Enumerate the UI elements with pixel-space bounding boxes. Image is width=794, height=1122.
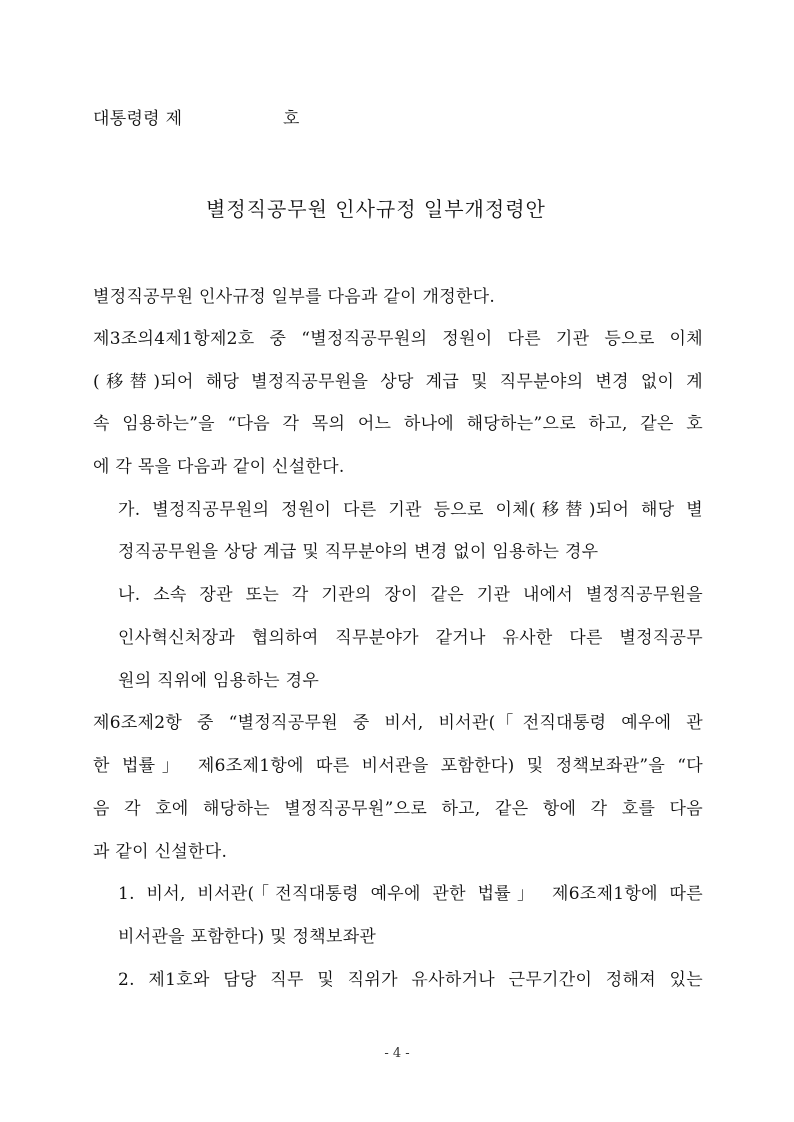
document-title: 별정직공무원 인사규정 일부개정령안	[206, 197, 546, 221]
paragraph-line: 한 법률」 제6조제1항에 따른 비서관을 포함한다) 및 정책보좌관”을 “다	[93, 756, 703, 776]
paragraph-line: 속 임용하는”을 “다음 각 목의 어느 하나에 해당하는”으로 하고, 같은 호	[93, 414, 703, 434]
paragraph-line: 음 각 호에 해당하는 별정직공무원”으로 하고, 같은 항에 각 호를 다음	[93, 799, 703, 819]
paragraph-line: 제6조제2항 중 “별정직공무원 중 비서, 비서관(「전직대통령 예우에 관	[93, 713, 703, 733]
paragraph-line: (移替)되어 해당 별정직공무원을 상당 계급 및 직무분야의 변경 없이 계	[93, 372, 703, 392]
decree-label: 대통령령 제	[93, 109, 183, 129]
list-item-na-continuation: 원의 직위에 임용하는 경우	[118, 671, 320, 691]
paragraph-line: 제3조의4제1항제2호 중 “별정직공무원의 정원이 다른 기관 등으로 이체	[93, 329, 703, 349]
list-item-2: 2. 제1호와 담당 직무 및 직위가 유사하거나 근무기간이 정해져 있는	[118, 970, 703, 990]
list-item-ga-continuation: 정직공무원을 상당 계급 및 직무분야의 변경 없이 임용하는 경우	[118, 542, 599, 562]
paragraph-line: 에 각 목을 다음과 같이 신설한다.	[93, 457, 345, 477]
decree-number-suffix: 호	[283, 109, 300, 129]
intro-paragraph: 별정직공무원 인사규정 일부를 다음과 같이 개정한다.	[93, 287, 496, 307]
list-item-1: 1. 비서, 비서관(「전직대통령 예우에 관한 법률」 제6조제1항에 따른	[118, 884, 703, 904]
page-number: - 4 -	[384, 1046, 410, 1061]
list-item-na: 나. 소속 장관 또는 각 기관의 장이 같은 기관 내에서 별정직공무원을	[118, 585, 703, 605]
list-item-1-continuation: 비서관을 포함한다) 및 정책보좌관	[118, 927, 377, 947]
paragraph-line: 과 같이 신설한다.	[93, 842, 228, 862]
list-item-ga: 가. 별정직공무원의 정원이 다른 기관 등으로 이체(移替)되어 해당 별	[118, 500, 703, 520]
list-item-na-continuation: 인사혁신처장과 협의하여 직무분야가 같거나 유사한 다른 별정직공무	[118, 628, 703, 648]
